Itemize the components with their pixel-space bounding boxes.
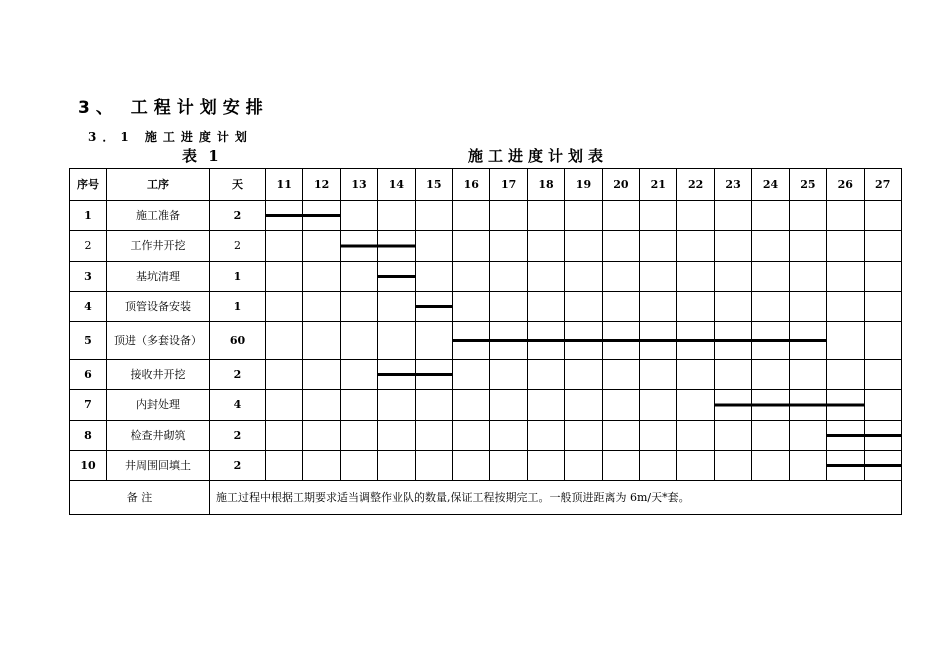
row-days: 60: [210, 322, 266, 360]
timeline-cell: [340, 451, 377, 481]
timeline-cell: [677, 231, 714, 262]
timeline-cell: [714, 360, 751, 390]
timeline-cell: [303, 201, 340, 231]
timeline-cell: [864, 292, 901, 322]
timeline-cell: [490, 201, 527, 231]
timeline-cell: [565, 451, 602, 481]
timeline-cell: [602, 292, 639, 322]
timeline-cell: [827, 292, 864, 322]
timeline-cell: [378, 231, 415, 262]
header-day-16: 16: [453, 169, 490, 201]
header-day-25: 25: [789, 169, 826, 201]
header-day-14: 14: [378, 169, 415, 201]
timeline-cell: [490, 322, 527, 360]
row-process: 检查井砌筑: [107, 421, 210, 451]
header-day-24: 24: [752, 169, 789, 201]
header-day-11: 11: [266, 169, 303, 201]
timeline-cell: [415, 421, 452, 451]
schedule-table: [69, 168, 902, 515]
timeline-cell: [864, 262, 901, 292]
table-row: [70, 231, 902, 262]
row-process: 接收井开挖: [107, 360, 210, 390]
timeline-cell: [490, 421, 527, 451]
timeline-cell: [752, 201, 789, 231]
timeline-cell: [789, 201, 826, 231]
timeline-cell: [340, 421, 377, 451]
timeline-cell: [565, 390, 602, 421]
timeline-cell: [714, 231, 751, 262]
timeline-cell: [340, 322, 377, 360]
row-seq: 5: [70, 322, 107, 360]
timeline-cell: [565, 322, 602, 360]
timeline-cell: [378, 262, 415, 292]
timeline-cell: [453, 360, 490, 390]
timeline-cell: [677, 262, 714, 292]
timeline-cell: [303, 262, 340, 292]
timeline-cell: [640, 322, 677, 360]
timeline-cell: [640, 360, 677, 390]
timeline-cell: [527, 360, 564, 390]
timeline-cell: [602, 262, 639, 292]
timeline-cell: [677, 421, 714, 451]
row-process: 顶进（多套设备）: [107, 322, 210, 360]
timeline-cell: [602, 231, 639, 262]
remark-label: 备 注: [70, 481, 210, 515]
timeline-cell: [714, 421, 751, 451]
timeline-cell: [303, 322, 340, 360]
remark-row: [70, 481, 902, 515]
timeline-cell: [640, 390, 677, 421]
timeline-cell: [714, 201, 751, 231]
timeline-cell: [527, 421, 564, 451]
timeline-cell: [303, 390, 340, 421]
table-title: 施工进度计划表: [468, 147, 609, 165]
table-row: [70, 390, 902, 421]
timeline-cell: [266, 421, 303, 451]
header-day-26: 26: [827, 169, 864, 201]
timeline-cell: [340, 360, 377, 390]
header-day-13: 13: [340, 169, 377, 201]
timeline-cell: [752, 292, 789, 322]
header-day-23: 23: [714, 169, 751, 201]
timeline-cell: [864, 231, 901, 262]
row-process: 基坑清理: [107, 262, 210, 292]
timeline-cell: [864, 201, 901, 231]
timeline-cell: [602, 201, 639, 231]
header-day-20: 20: [602, 169, 639, 201]
timeline-cell: [752, 360, 789, 390]
timeline-cell: [565, 201, 602, 231]
header-day-15: 15: [415, 169, 452, 201]
timeline-cell: [415, 360, 452, 390]
timeline-cell: [378, 390, 415, 421]
row-days: 2: [210, 421, 266, 451]
timeline-cell: [527, 451, 564, 481]
header-days: 天: [210, 169, 266, 201]
timeline-cell: [827, 421, 864, 451]
timeline-cell: [340, 201, 377, 231]
table-label: 表 1: [182, 147, 222, 165]
timeline-cell: [453, 322, 490, 360]
timeline-cell: [714, 262, 751, 292]
timeline-cell: [266, 451, 303, 481]
timeline-cell: [453, 262, 490, 292]
row-seq: 1: [70, 201, 107, 231]
timeline-cell: [303, 360, 340, 390]
timeline-cell: [527, 201, 564, 231]
timeline-cell: [378, 201, 415, 231]
timeline-cell: [490, 390, 527, 421]
timeline-cell: [303, 231, 340, 262]
timeline-cell: [752, 231, 789, 262]
timeline-cell: [640, 421, 677, 451]
timeline-cell: [415, 231, 452, 262]
header-day-21: 21: [640, 169, 677, 201]
timeline-cell: [677, 201, 714, 231]
timeline-cell: [340, 390, 377, 421]
timeline-cell: [415, 322, 452, 360]
timeline-cell: [453, 451, 490, 481]
row-seq: 4: [70, 292, 107, 322]
timeline-cell: [827, 360, 864, 390]
timeline-cell: [490, 360, 527, 390]
timeline-cell: [864, 360, 901, 390]
timeline-cell: [602, 451, 639, 481]
timeline-cell: [340, 231, 377, 262]
row-process: 内封处理: [107, 390, 210, 421]
timeline-cell: [677, 292, 714, 322]
header-day-18: 18: [527, 169, 564, 201]
timeline-cell: [378, 322, 415, 360]
row-days: 1: [210, 292, 266, 322]
timeline-cell: [789, 451, 826, 481]
timeline-cell: [827, 390, 864, 421]
timeline-cell: [490, 292, 527, 322]
header-day-27: 27: [864, 169, 901, 201]
table-row: [70, 292, 902, 322]
timeline-cell: [640, 451, 677, 481]
row-seq: 8: [70, 421, 107, 451]
timeline-cell: [752, 262, 789, 292]
table-row: [70, 262, 902, 292]
row-seq: 7: [70, 390, 107, 421]
row-seq: 2: [70, 231, 107, 262]
timeline-cell: [378, 451, 415, 481]
timeline-cell: [527, 292, 564, 322]
timeline-cell: [415, 262, 452, 292]
timeline-cell: [378, 292, 415, 322]
table-row: [70, 360, 902, 390]
timeline-cell: [789, 360, 826, 390]
timeline-cell: [602, 390, 639, 421]
timeline-cell: [714, 390, 751, 421]
header-day-19: 19: [565, 169, 602, 201]
header-seq: 序号: [70, 169, 107, 201]
timeline-cell: [565, 360, 602, 390]
timeline-cell: [640, 262, 677, 292]
timeline-cell: [340, 262, 377, 292]
timeline-cell: [827, 201, 864, 231]
timeline-cell: [864, 451, 901, 481]
section-heading: 3、 工程计划安排: [78, 98, 269, 118]
timeline-cell: [453, 421, 490, 451]
timeline-cell: [752, 390, 789, 421]
timeline-cell: [378, 360, 415, 390]
timeline-cell: [677, 360, 714, 390]
timeline-cell: [527, 262, 564, 292]
row-process: 井周围回填土: [107, 451, 210, 481]
table-row: [70, 201, 902, 231]
header-process: 工序: [107, 169, 210, 201]
timeline-cell: [527, 231, 564, 262]
remark-text: 施工过程中根据工期要求适当调整作业队的数量,保证工程按期完工。一般顶进距离为 6m/天*套。: [210, 481, 902, 515]
timeline-cell: [752, 451, 789, 481]
timeline-cell: [714, 451, 751, 481]
timeline-cell: [789, 390, 826, 421]
table-row: [70, 421, 902, 451]
timeline-cell: [789, 292, 826, 322]
timeline-cell: [415, 390, 452, 421]
timeline-cell: [266, 231, 303, 262]
timeline-cell: [752, 322, 789, 360]
timeline-cell: [827, 231, 864, 262]
timeline-cell: [677, 390, 714, 421]
timeline-cell: [640, 201, 677, 231]
timeline-cell: [827, 262, 864, 292]
timeline-cell: [527, 390, 564, 421]
timeline-cell: [565, 292, 602, 322]
row-process: 工作井开挖: [107, 231, 210, 262]
timeline-cell: [677, 322, 714, 360]
timeline-cell: [565, 421, 602, 451]
timeline-cell: [714, 292, 751, 322]
row-seq: 3: [70, 262, 107, 292]
timeline-cell: [864, 390, 901, 421]
timeline-cell: [266, 201, 303, 231]
timeline-cell: [453, 231, 490, 262]
timeline-cell: [789, 262, 826, 292]
timeline-cell: [789, 231, 826, 262]
header-day-17: 17: [490, 169, 527, 201]
row-days: 1: [210, 262, 266, 292]
timeline-cell: [527, 322, 564, 360]
timeline-cell: [266, 390, 303, 421]
timeline-cell: [864, 322, 901, 360]
timeline-cell: [827, 451, 864, 481]
row-seq: 6: [70, 360, 107, 390]
timeline-cell: [490, 231, 527, 262]
timeline-cell: [453, 390, 490, 421]
timeline-cell: [789, 421, 826, 451]
header-day-12: 12: [303, 169, 340, 201]
timeline-cell: [303, 451, 340, 481]
timeline-cell: [490, 262, 527, 292]
timeline-cell: [602, 322, 639, 360]
subsection-heading: 3．1 施工进度计划: [88, 130, 253, 144]
timeline-cell: [640, 292, 677, 322]
timeline-cell: [303, 421, 340, 451]
row-process: 施工准备: [107, 201, 210, 231]
timeline-cell: [266, 292, 303, 322]
table-row: [70, 322, 902, 360]
timeline-cell: [266, 262, 303, 292]
timeline-cell: [453, 292, 490, 322]
timeline-cell: [565, 231, 602, 262]
header-day-22: 22: [677, 169, 714, 201]
header-row: [70, 169, 902, 201]
row-days: 2: [210, 360, 266, 390]
timeline-cell: [415, 451, 452, 481]
timeline-cell: [677, 451, 714, 481]
row-days: 2: [210, 201, 266, 231]
timeline-cell: [415, 201, 452, 231]
row-seq: 10: [70, 451, 107, 481]
timeline-cell: [714, 322, 751, 360]
timeline-cell: [266, 360, 303, 390]
timeline-cell: [453, 201, 490, 231]
timeline-cell: [640, 231, 677, 262]
row-days: 2: [210, 231, 266, 262]
timeline-cell: [340, 292, 377, 322]
timeline-cell: [490, 451, 527, 481]
timeline-cell: [602, 360, 639, 390]
timeline-cell: [827, 322, 864, 360]
timeline-cell: [415, 292, 452, 322]
timeline-cell: [602, 421, 639, 451]
timeline-cell: [378, 421, 415, 451]
timeline-cell: [565, 262, 602, 292]
table-row: [70, 451, 902, 481]
timeline-cell: [303, 292, 340, 322]
timeline-cell: [266, 322, 303, 360]
row-process: 顶管设备安装: [107, 292, 210, 322]
timeline-cell: [752, 421, 789, 451]
row-days: 2: [210, 451, 266, 481]
timeline-cell: [789, 322, 826, 360]
row-days: 4: [210, 390, 266, 421]
timeline-cell: [864, 421, 901, 451]
